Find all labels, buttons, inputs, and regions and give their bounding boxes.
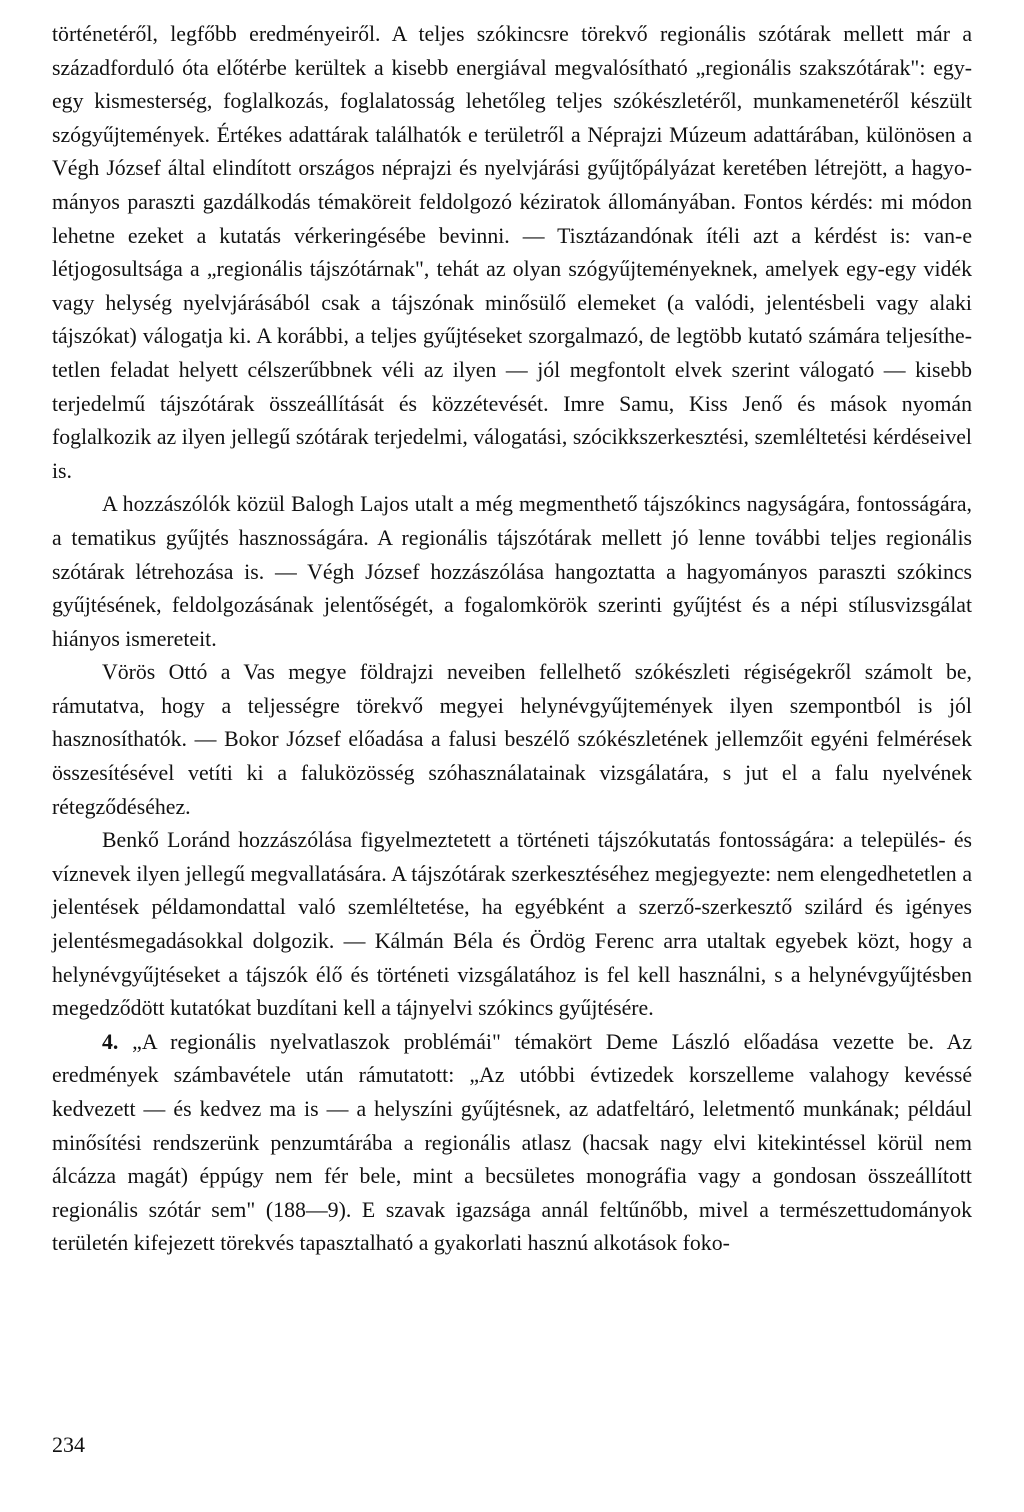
paragraph-5-text: „A regionális nyelvatlaszok problémái" témakört Deme László előadása vezette be. Az eredmények számbavétele után rámutatott: „Az utóbbi évtizedek korszelleme valahogy kevéssé kedvezett — és kedvez ma is — a helyszíni gyűjtésnek, az adatfeltáró, leletmentő munkának; például minősítési rendszerünk penzumtárába a regionális atlasz (hacsak nagy elvi kitekintéssel körül nem álcázza magát) éppúgy nem fér bele, mint a becsületes monográfia vagy a gondosan összeállított regionális szótár sem" (188—9). E szavak igazsága annál feltűnőbb, mivel a természettudományok területén kifejezett törekvés tapasztalható a gyakorlati hasznú alkotások foko- xyxy=(52,1029,973,1256)
paragraph-4: Benkő Loránd hozzászólása figyelmeztetett a történeti tájszókutatás fontosságára: a település- és víznevek ilyen jellegű megvallatására. A tájszótárak szerkesztéséhez megjegyezte: nem elengedhetetlen a jelentések példamondattal való szemléltetése, ha egyébként a szerző-szerkesztő szilárd és igényes jelentésmegadásokkal dolgozik. — Kálmán Béla és Ördög Ferenc arra utaltak egyebek közt, hogy a helynévgyűjtéseket a tájszók élő és történeti vizsgálatához is fel kell használni, s a helynévgyűjtésben megedződött kutatókat buzdítani kell a tájnyelvi szókincs gyűjtésére. xyxy=(52,828,972,1021)
paragraph-5 xyxy=(52,1026,972,1261)
paragraph-2: A hozzászólók közül Balogh Lajos utalt a még megmenthető tájszókincs nagyságára, fontosságára, a tematikus gyűjtés hasznosságára. A regionális tájszótárak mellett jó lenne további teljes regionális szótárak létrehozása is. — Végh József hozzászólása hangoztatta a hagyományos paraszti szókincs gyűjtésének, feldolgozásának jelentőségét, a fogalomkörök szerinti gyűjtést és a népi stílusvizsgálat hiányos ismereteit. xyxy=(52,492,972,651)
page-number: 234 xyxy=(52,1432,85,1457)
page-body xyxy=(52,18,972,1261)
section-number: 4. xyxy=(102,1029,119,1054)
paragraph-3: Vörös Ottó a Vas megye földrajzi neveiben fellelhető szókészleti régiségekről számolt be, rámutatva, hogy a teljességre törekvő megyei helynévgyűjtemények ilyen szempontból is jól hasznosíthatók. — Bokor József előadása a falusi beszélő szókészletének jellemzőit egyéni felmérések összesítésével vetíti ki a faluközösség szóhasználatainak vizsgálatára, s jut el a falu nyelvének rétegződéséhez. xyxy=(52,660,972,819)
paragraph-1: történetéről, legfőbb eredményeiről. A teljes szókincsre törekvő regionális szótárak mellett már a századforduló óta előtérbe kerültek a kisebb energiával megvalósítható „regionális szakszótárak": egy-egy kismesterség, foglalkozás, foglalatosság lehetőleg teljes szókészletéről, munkamenetéről készült szógyűjtemények. Értékes adattárak találhatók e területről a Néprajzi Múzeum adattárában, különösen a Végh József által elindított országos néprajzi és nyelvjárási gyűjtőpályázat keretében létrejött, a hagyományos paraszti gazdálkodás témaköreit feldolgozó kéziratok állományában. Fontos kérdés: mi módon lehetne ezeket a kutatás vérkeringésébe bevinni. — Tisztázandónak ítéli azt a kérdést is: van-e létjogosultsága a „regionális tájszótárnak", tehát az olyan szógyűjteményeknek, amelyek egy-egy vidék vagy helység nyelvjárásából csak a tájszónak minősülő elemeket (a valódi, jelentésbeli vagy alaki tájszókat) válogatja ki. A korábbi, a teljes gyűjtéseket szorgalmazó, de legtöbb kutató számára teljesíthetetlen feladat helyett célszerűbbnek véli az ilyen — jól megfontolt elvek szerint válogató — kisebb terjedelmű tájszótárak összeállítását és közzétevését. Imre Samu, Kiss Jenő és mások nyomán foglalkozik az ilyen jellegű szótárak terjedelmi, válogatási, szócikkszerkesztési, szemléltetési kérdéseivel is. xyxy=(52,22,972,483)
